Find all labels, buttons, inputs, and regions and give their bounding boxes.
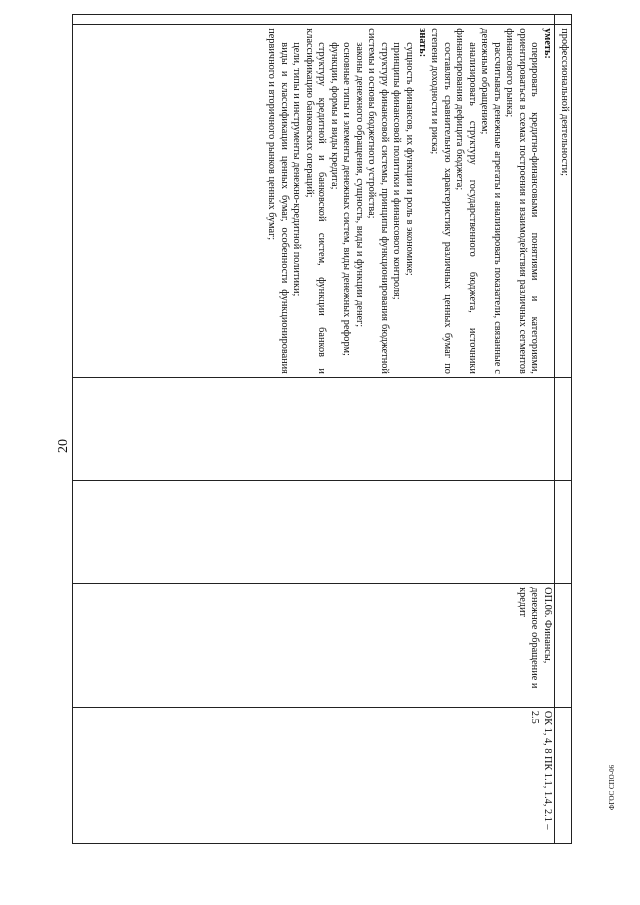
knowledge-item: сущность финансов, их функции и роль в экономике; xyxy=(403,42,415,276)
table-cell-left xyxy=(73,15,555,25)
skill-item: составлять сравнительную характеристику различных ценных бумаг по степени доходности и риска; xyxy=(429,28,453,374)
knowledge-item: законы денежного обращения, сущность, виды и функции денег; xyxy=(353,42,365,328)
knowledge-item: основные типы и элементы денежных систем, виды денежных реформ; xyxy=(341,42,353,356)
skills-heading: уметь: xyxy=(542,28,553,59)
skill-item: анализировать структуру государственного бюджета, источники финансирования дефицита бюджета; xyxy=(454,28,478,374)
knowledge-item: функции, формы и виды кредита; xyxy=(328,42,340,190)
competencies-cell xyxy=(73,707,555,843)
page-number: 20 xyxy=(56,439,71,453)
empty-cell xyxy=(73,377,555,480)
discipline-name: ОП.06. Финансы, денежное обращение и кредит xyxy=(516,587,553,689)
table-header-cell-empty xyxy=(555,707,572,843)
discipline-cell xyxy=(73,584,555,708)
standard-table xyxy=(72,14,572,844)
knowledge-item: виды и классификации ценных бумаг, особенности функционирования первичного и вторичного рынков ценных бумаг; xyxy=(265,28,290,374)
competencies-codes: ОК 1, 4, 8 ПК 1.1, 1.4, 2.1 – 2.5 xyxy=(529,710,553,830)
table-header-row xyxy=(555,15,572,844)
table-cell-left xyxy=(555,15,572,25)
table-content-row xyxy=(73,15,555,844)
header-text: профессиональной деятельности; xyxy=(559,28,570,176)
requirements-cell xyxy=(73,25,555,378)
skill-item: оперировать кредитно-финансовыми понятиями и категориями, ориентироваться в схемах построения и взаимодействия различных сегментов финансового рынка; xyxy=(504,28,541,374)
knowledge-heading: знать: xyxy=(416,28,428,58)
table-header-cell xyxy=(555,25,572,378)
skill-item: рассчитывать денежные агрегаты и анализировать показатели, связанные с денежным обращением; xyxy=(479,28,503,374)
knowledge-item: цели, типы и инструменты денежно-кредитной политики; xyxy=(291,42,303,297)
footer-code: ФГОС СПО-06 xyxy=(608,764,616,810)
rotated-table-container xyxy=(72,14,572,844)
table-header-cell-empty xyxy=(555,584,572,708)
knowledge-item: принципы финансовой политики и финансового контроля; xyxy=(391,42,403,300)
knowledge-item: структуру кредитной и банковской систем, функции банков и классификацию банковских операций; xyxy=(303,28,328,374)
table-header-cell-empty xyxy=(555,377,572,480)
empty-cell xyxy=(73,481,555,584)
table-header-cell-empty xyxy=(555,481,572,584)
knowledge-item: структуру финансовой системы, принципы функционирования бюджетной системы и основы бюджетного устройства; xyxy=(366,28,390,374)
